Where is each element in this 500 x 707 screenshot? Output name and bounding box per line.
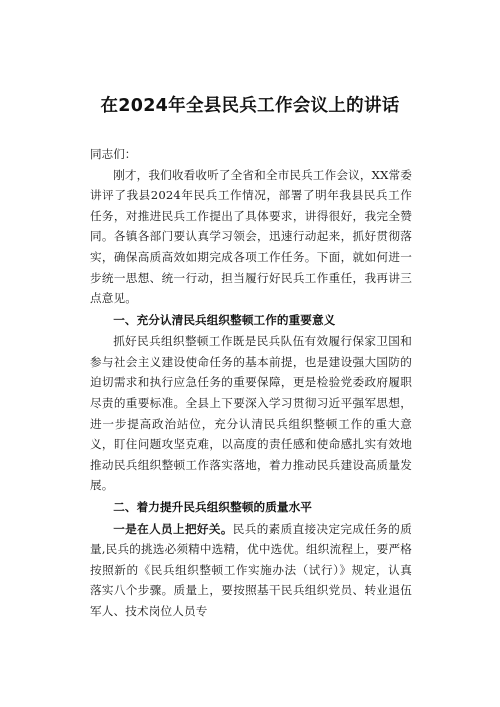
document-body [90, 144, 412, 621]
section-2-heading: 二、着力提升民兵组织整顿的质量水平 [113, 500, 312, 514]
section-2-body: 民兵的素质直接决定完成任务的质量,民兵的挑选必须精中选精，优中选优。组织流程上，要严格按照新的《民兵组织整顿工作实施办法（试行）》规定，认真落实八个步骤。质量上，要按照基干民兵组织党员、转业退伍军人、技术岗位人员专 [90, 521, 412, 618]
salutation: 同志们： [90, 147, 137, 161]
section-2-lead: 一是在人员上把好关。 [113, 521, 233, 536]
intro-paragraph: 刚才，我们收看收听了全省和全市民兵工作会议，XX常委讲评了我县2024年民兵工作情况，部署了明年我县民兵工作任务，对推进民兵工作提出了具体要求，讲得很好，我完全赞同。各镇各部门要认真学习领会，迅速行动起来，抓好贯彻落实，确保高质高效如期完成各项工作任务。下面，就如何进一步统一思想、统一行动，担当履行好民兵工作重任，我再讲三点意见。 [90, 167, 412, 306]
section-1-paragraph: 抓好民兵组织整顿工作既是民兵队伍有效履行保家卫国和参与社会主义建设使命任务的基本前提，也是建设强大国防的迫切需求和执行应急任务的重要保障，更是检验党委政府履职尽责的重要标准。全县上下要深入学习贯彻习近平强军思想，进一步提高政治站位，充分认清民兵组织整顿工作的重大意义，盯住问题攻坚克难，以高度的责任感和使命感扎实有效地推动民兵组织整顿工作落实落地，着力推动民兵建设高质量发展。 [90, 334, 412, 493]
section-1-heading: 一、充分认清民兵组织整顿工作的重要意义 [113, 312, 336, 327]
section-2-paragraph [90, 519, 412, 622]
document-title: 在2024年全县民兵工作会议上的讲话 [100, 96, 400, 116]
